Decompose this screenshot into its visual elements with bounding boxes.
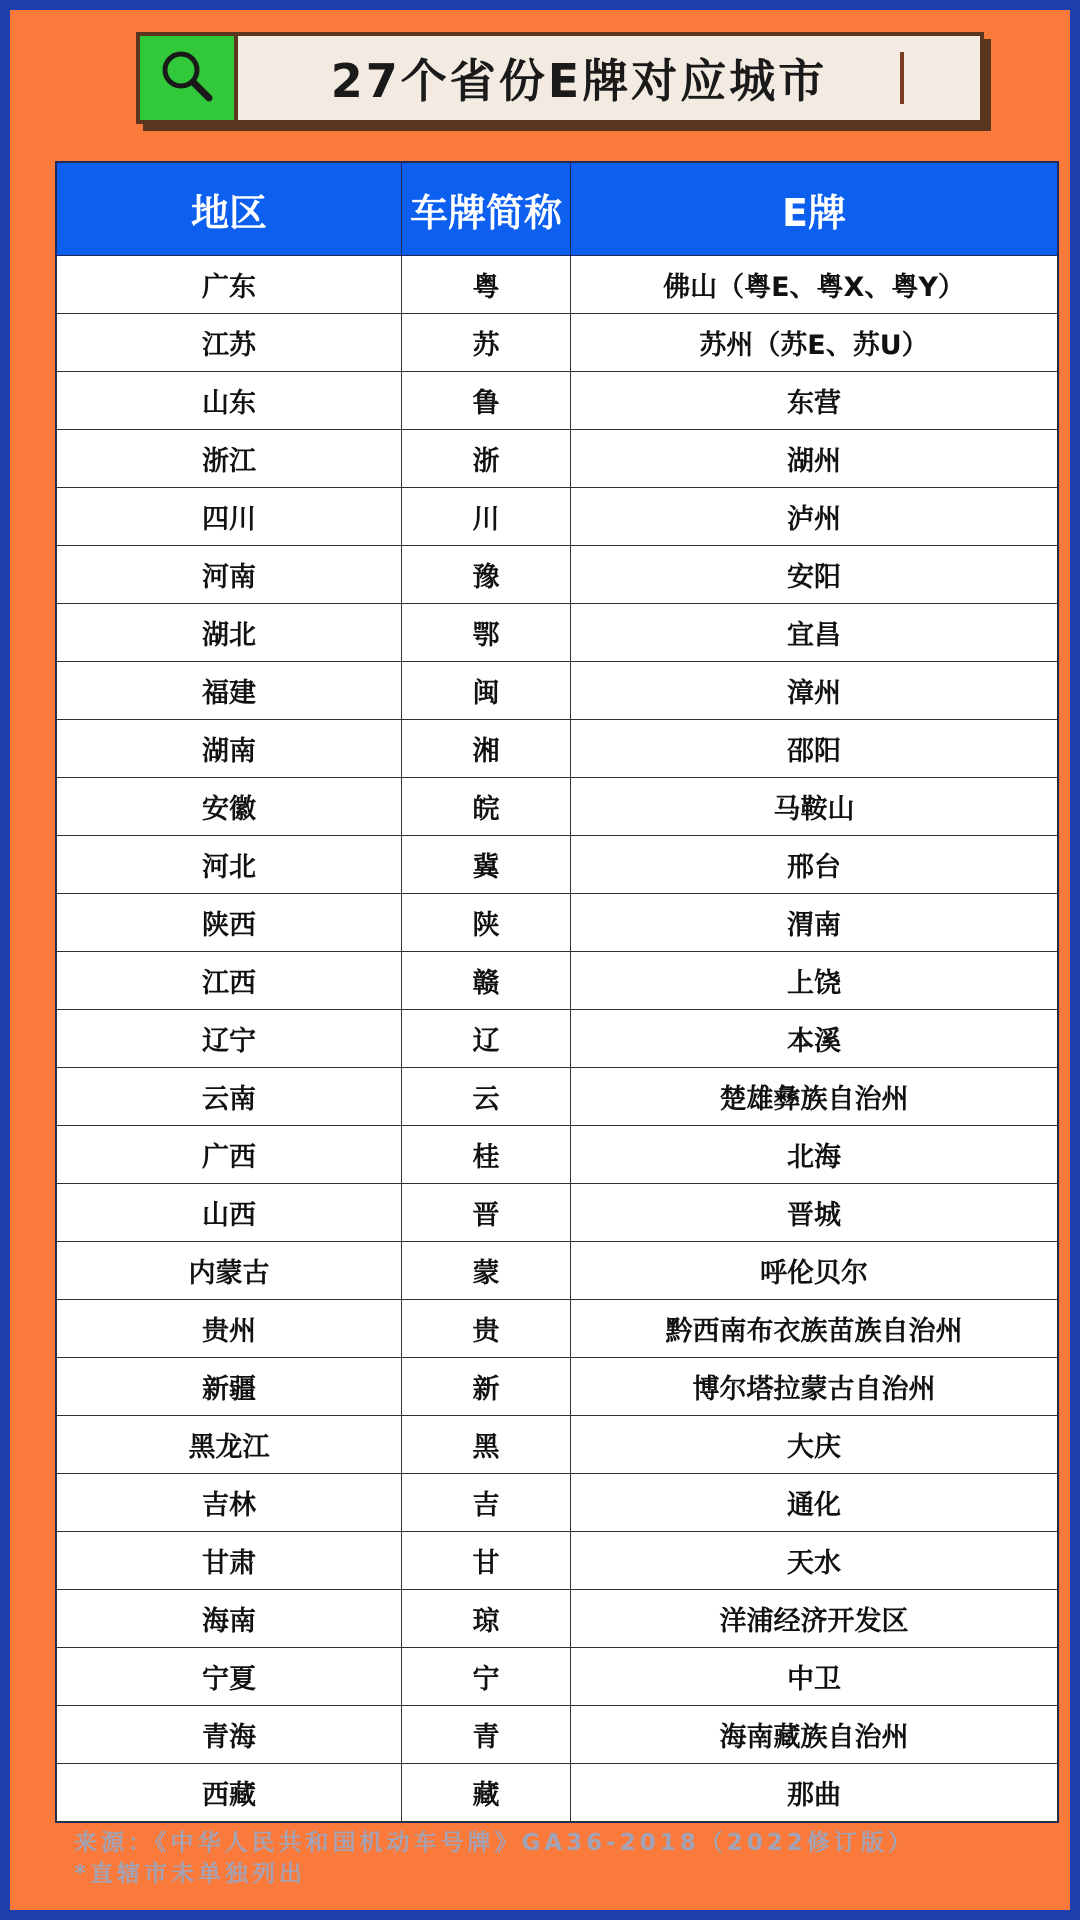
table-row	[57, 1300, 1058, 1358]
cell-e-plate: 北海	[571, 1126, 1058, 1184]
cell-region: 陕西	[57, 894, 402, 952]
plate-table	[55, 161, 1059, 1823]
cell-region: 宁夏	[57, 1648, 402, 1706]
cell-region: 云南	[57, 1068, 402, 1126]
header-abbreviation: 车牌简称	[402, 163, 571, 256]
table-row	[57, 1474, 1058, 1532]
cell-region: 江苏	[57, 314, 402, 372]
cell-region: 山东	[57, 372, 402, 430]
table-row	[57, 1648, 1058, 1706]
table-header-row	[57, 163, 1058, 256]
cell-abbreviation: 云	[402, 1068, 571, 1126]
cell-region: 甘肃	[57, 1532, 402, 1590]
table-row	[57, 894, 1058, 952]
cell-abbreviation: 鄂	[402, 604, 571, 662]
cell-e-plate: 呼伦贝尔	[571, 1242, 1058, 1300]
cell-region: 浙江	[57, 430, 402, 488]
cell-e-plate: 邢台	[571, 836, 1058, 894]
cell-e-plate: 邵阳	[571, 720, 1058, 778]
cell-abbreviation: 琼	[402, 1590, 571, 1648]
cell-e-plate: 东营	[571, 372, 1058, 430]
table-row	[57, 952, 1058, 1010]
cell-abbreviation: 冀	[402, 836, 571, 894]
table-row	[57, 1358, 1058, 1416]
cell-abbreviation: 贵	[402, 1300, 571, 1358]
footnote: *直辖市未单独列出	[74, 1861, 307, 1887]
cell-region: 河北	[57, 836, 402, 894]
table-row	[57, 662, 1058, 720]
cell-region: 湖南	[57, 720, 402, 778]
cell-region: 吉林	[57, 1474, 402, 1532]
cell-abbreviation: 新	[402, 1358, 571, 1416]
table-row	[57, 778, 1058, 836]
cell-e-plate: 苏州（苏E、苏U）	[571, 314, 1058, 372]
cell-e-plate: 泸州	[571, 488, 1058, 546]
table-row	[57, 1706, 1058, 1764]
cell-abbreviation: 藏	[402, 1764, 571, 1822]
cell-region: 黑龙江	[57, 1416, 402, 1474]
cell-abbreviation: 浙	[402, 430, 571, 488]
cell-region: 海南	[57, 1590, 402, 1648]
cell-abbreviation: 青	[402, 1706, 571, 1764]
cell-abbreviation: 鲁	[402, 372, 571, 430]
cell-abbreviation: 粤	[402, 256, 571, 314]
cell-e-plate: 本溪	[571, 1010, 1058, 1068]
cell-abbreviation: 宁	[402, 1648, 571, 1706]
cell-e-plate: 海南藏族自治州	[571, 1706, 1058, 1764]
cell-abbreviation: 吉	[402, 1474, 571, 1532]
cell-abbreviation: 皖	[402, 778, 571, 836]
page-title: 27个省份E牌对应城市	[330, 54, 828, 108]
cell-abbreviation: 川	[402, 488, 571, 546]
cell-abbreviation: 苏	[402, 314, 571, 372]
text-cursor	[900, 52, 904, 104]
title-bar	[136, 32, 984, 124]
cell-e-plate: 漳州	[571, 662, 1058, 720]
cell-abbreviation: 豫	[402, 546, 571, 604]
cell-abbreviation: 陕	[402, 894, 571, 952]
cell-region: 西藏	[57, 1764, 402, 1822]
cell-e-plate: 中卫	[571, 1648, 1058, 1706]
cell-e-plate: 渭南	[571, 894, 1058, 952]
source-note: 来源：《中华人民共和国机动车号牌》GA36-2018（2022修订版）	[74, 1830, 915, 1856]
table-body	[57, 256, 1058, 1822]
table-row	[57, 720, 1058, 778]
cell-e-plate: 那曲	[571, 1764, 1058, 1822]
cell-e-plate: 楚雄彝族自治州	[571, 1068, 1058, 1126]
cell-region: 贵州	[57, 1300, 402, 1358]
cell-region: 安徽	[57, 778, 402, 836]
table-row	[57, 1126, 1058, 1184]
table-row	[57, 488, 1058, 546]
header-e-plate: E牌	[571, 163, 1058, 256]
table-row	[57, 372, 1058, 430]
cell-e-plate: 通化	[571, 1474, 1058, 1532]
cell-region: 内蒙古	[57, 1242, 402, 1300]
cell-region: 新疆	[57, 1358, 402, 1416]
footer	[74, 1828, 1064, 1890]
cell-e-plate: 上饶	[571, 952, 1058, 1010]
cell-region: 辽宁	[57, 1010, 402, 1068]
header-region: 地区	[57, 163, 402, 256]
cell-e-plate: 大庆	[571, 1416, 1058, 1474]
cell-abbreviation: 湘	[402, 720, 571, 778]
cell-abbreviation: 赣	[402, 952, 571, 1010]
cell-region: 河南	[57, 546, 402, 604]
cell-region: 广东	[57, 256, 402, 314]
cell-e-plate: 马鞍山	[571, 778, 1058, 836]
cell-region: 山西	[57, 1184, 402, 1242]
table-row	[57, 430, 1058, 488]
cell-abbreviation: 甘	[402, 1532, 571, 1590]
cell-e-plate: 天水	[571, 1532, 1058, 1590]
table-row	[57, 1764, 1058, 1822]
cell-abbreviation: 桂	[402, 1126, 571, 1184]
cell-e-plate: 宜昌	[571, 604, 1058, 662]
cell-region: 福建	[57, 662, 402, 720]
table-row	[57, 256, 1058, 314]
table-row	[57, 1184, 1058, 1242]
cell-e-plate: 洋浦经济开发区	[571, 1590, 1058, 1648]
cell-region: 湖北	[57, 604, 402, 662]
table-row	[57, 314, 1058, 372]
cell-abbreviation: 闽	[402, 662, 571, 720]
cell-e-plate: 晋城	[571, 1184, 1058, 1242]
cell-region: 江西	[57, 952, 402, 1010]
table-row	[57, 604, 1058, 662]
page-frame	[10, 10, 1070, 1910]
search-icon	[157, 46, 217, 110]
table-row	[57, 546, 1058, 604]
cell-region: 四川	[57, 488, 402, 546]
table-row	[57, 1590, 1058, 1648]
title-icon-box	[140, 36, 238, 120]
cell-abbreviation: 晋	[402, 1184, 571, 1242]
cell-e-plate: 黔西南布衣族苗族自治州	[571, 1300, 1058, 1358]
cell-e-plate: 安阳	[571, 546, 1058, 604]
cell-e-plate: 湖州	[571, 430, 1058, 488]
table-row	[57, 1532, 1058, 1590]
cell-e-plate: 佛山（粤E、粤X、粤Y）	[571, 256, 1058, 314]
table-row	[57, 1242, 1058, 1300]
cell-abbreviation: 蒙	[402, 1242, 571, 1300]
cell-abbreviation: 黑	[402, 1416, 571, 1474]
cell-abbreviation: 辽	[402, 1010, 571, 1068]
cell-region: 青海	[57, 1706, 402, 1764]
table-row	[57, 836, 1058, 894]
cell-region: 广西	[57, 1126, 402, 1184]
table-row	[57, 1416, 1058, 1474]
cell-e-plate: 博尔塔拉蒙古自治州	[571, 1358, 1058, 1416]
table-row	[57, 1068, 1058, 1126]
table-row	[57, 1010, 1058, 1068]
